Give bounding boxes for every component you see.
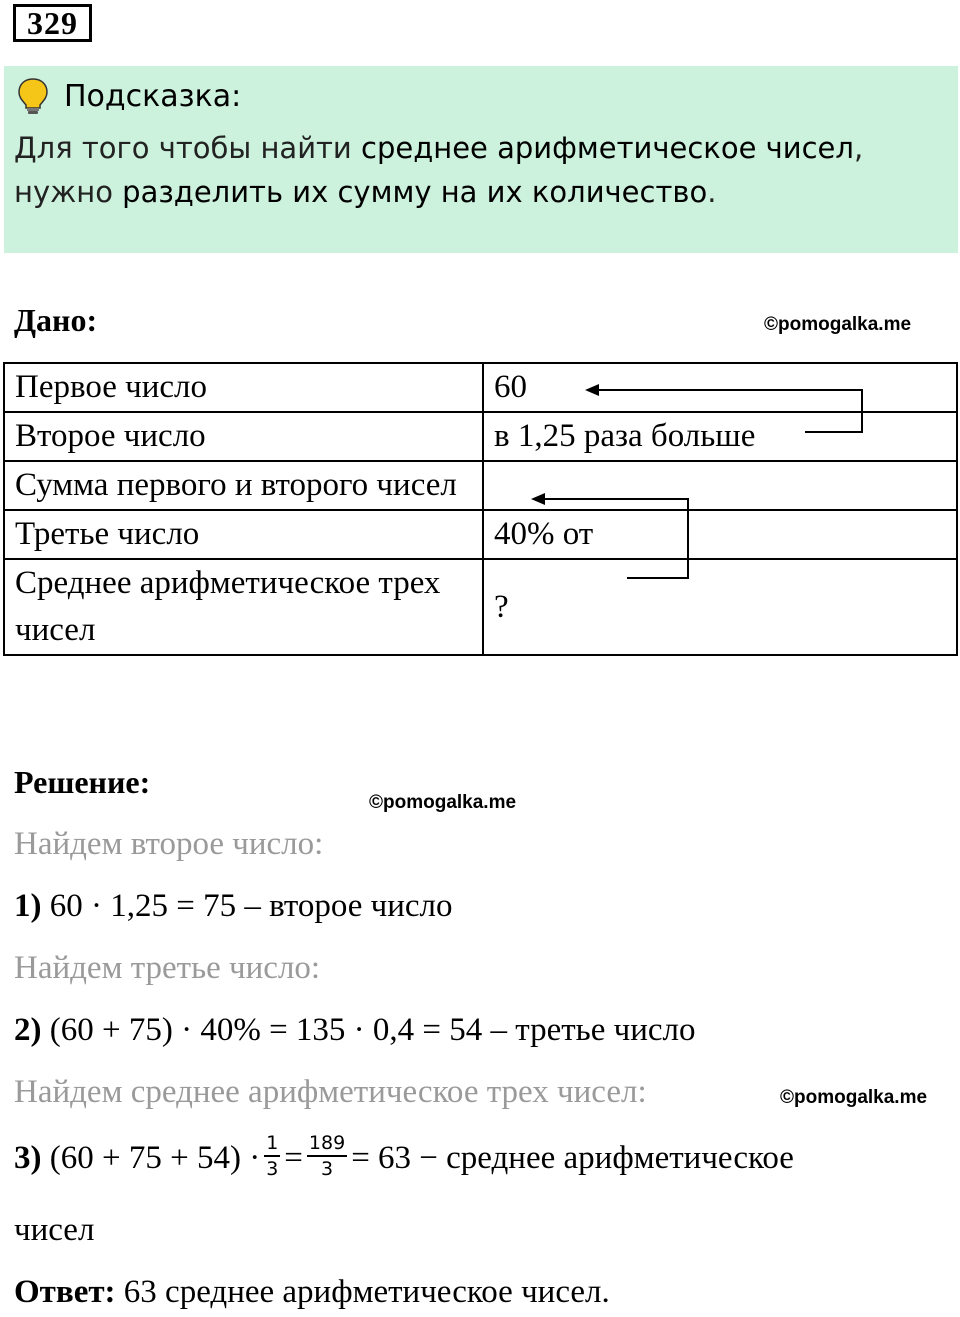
- watermark: ©pomogalka.me: [780, 1087, 928, 1108]
- step1-hint: Найдем второе число:: [14, 826, 324, 862]
- table-row: [4, 461, 957, 510]
- fraction: [264, 1131, 280, 1181]
- given-name-cell: Сумма первого и второго чисел: [4, 461, 483, 510]
- given-name-cell: Первое число: [4, 363, 483, 412]
- hint-text-part: Для того чтобы найти: [14, 131, 361, 165]
- step2-line: [14, 1012, 696, 1049]
- table-row: [4, 559, 957, 655]
- hint-box: [4, 66, 958, 253]
- hint-title: Подсказка:: [64, 78, 242, 114]
- hint-text-part: .: [707, 175, 717, 209]
- given-label: Дано:: [14, 302, 98, 338]
- fraction-denominator: 3: [321, 1158, 334, 1181]
- step2-hint: Найдем третье число:: [14, 950, 321, 986]
- fraction-numerator: 1: [264, 1131, 280, 1157]
- given-table: [3, 362, 958, 656]
- hint-title-row: [16, 76, 241, 116]
- table-row: [4, 412, 957, 461]
- step1-line: [14, 888, 453, 925]
- step-number: 3): [14, 1140, 42, 1176]
- equals-sign: =: [284, 1140, 303, 1176]
- watermark: ©pomogalka.me: [764, 314, 912, 335]
- watermark: ©pomogalka.me: [369, 792, 517, 813]
- given-name-cell: Среднее арифметическое трех чисел: [4, 559, 483, 655]
- given-value-cell: [483, 461, 957, 510]
- step-text: (60 + 75) · 40% = 135 · 0,4 = 54 – третье число: [41, 1012, 696, 1048]
- step-number: 2): [14, 1012, 42, 1048]
- given-value-cell: в 1,25 раза больше: [483, 412, 957, 461]
- step-number: 1): [14, 888, 42, 924]
- lightbulb-icon: [16, 77, 50, 115]
- answer-line: [14, 1274, 610, 1311]
- step-text: = 63 − среднее арифметическое: [351, 1140, 794, 1176]
- step-text: 60 · 1,25 = 75 – второе число: [41, 888, 453, 924]
- answer-label: Ответ:: [14, 1274, 116, 1310]
- given-name-cell: Второе число: [4, 412, 483, 461]
- answer-text: 63 среднее арифметическое чисел.: [115, 1274, 610, 1310]
- given-value-cell: 40% от: [483, 510, 957, 559]
- problem-number: 329: [13, 4, 92, 42]
- solution-label: Решение:: [14, 764, 151, 800]
- fraction: [307, 1131, 347, 1181]
- fraction-denominator: 3: [266, 1158, 279, 1181]
- step3-line: [14, 1130, 794, 1186]
- hint-text-emphasis: разделить их сумму на их количество: [122, 175, 708, 209]
- hint-text-emphasis: среднее арифметическое чисел: [361, 131, 854, 165]
- table-row: [4, 363, 957, 412]
- hint-text: [14, 126, 949, 214]
- given-value-cell: 60: [483, 363, 957, 412]
- table-row: [4, 510, 957, 559]
- step-text: (60 + 75 + 54) ·: [41, 1140, 261, 1176]
- given-name-cell: Третье число: [4, 510, 483, 559]
- given-value-cell: ?: [483, 559, 957, 655]
- step3-hint: Найдем среднее арифметическое трех чисел:: [14, 1074, 647, 1110]
- step3-continuation: чисел: [14, 1212, 95, 1248]
- hint-text-part: , нужно: [14, 131, 864, 209]
- fraction-numerator: 189: [307, 1131, 347, 1157]
